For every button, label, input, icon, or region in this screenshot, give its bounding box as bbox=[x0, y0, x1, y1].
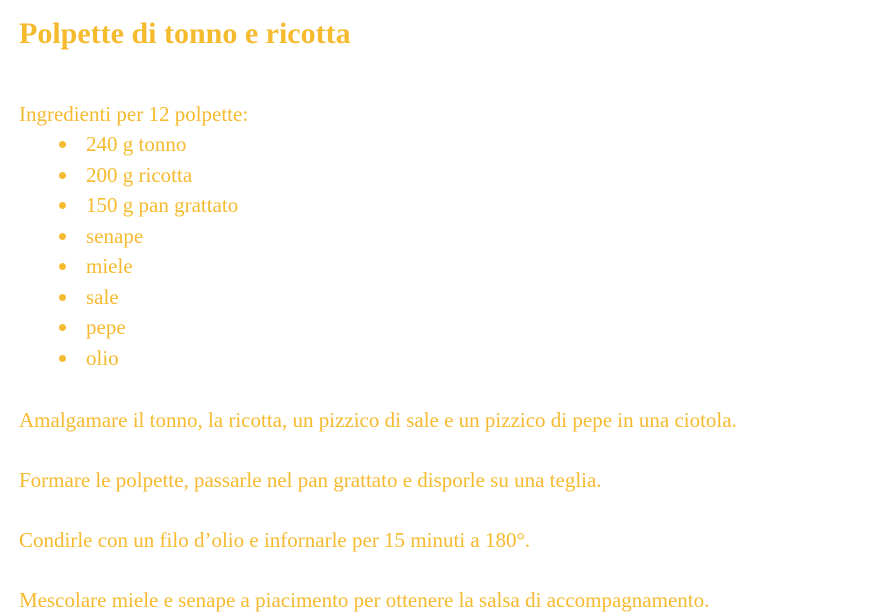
ingredient-label: 200 g ricotta bbox=[86, 162, 193, 187]
list-item bbox=[19, 282, 883, 313]
bullet-icon bbox=[59, 355, 66, 362]
ingredient-label: sale bbox=[86, 284, 119, 309]
step-paragraph: Mescolare miele e senape a piacimento per ottenere la salsa di accompagnamento. bbox=[19, 588, 710, 612]
ingredient-label: olio bbox=[86, 345, 119, 370]
list-item bbox=[19, 160, 883, 191]
list-item bbox=[19, 251, 883, 282]
ingredients-intro: Ingredienti per 12 polpette: bbox=[19, 102, 249, 126]
bullet-icon bbox=[59, 294, 66, 301]
ingredient-label: miele bbox=[86, 254, 133, 278]
bullet-icon bbox=[59, 172, 66, 179]
bullet-icon bbox=[59, 233, 66, 240]
step-paragraph: Condirle con un filo d’olio e infornarle per 15 minuti a 180°. bbox=[19, 528, 531, 552]
list-item bbox=[19, 190, 883, 221]
list-item bbox=[19, 343, 883, 374]
step-paragraph: Formare le polpette, passarle nel pan grattato e disporle su una teglia. bbox=[19, 468, 602, 492]
bullet-icon bbox=[59, 263, 66, 270]
ingredient-label: 150 g pan grattato bbox=[86, 193, 239, 217]
ingredient-label: senape bbox=[86, 223, 144, 248]
list-item bbox=[19, 312, 883, 343]
bullet-icon bbox=[59, 202, 66, 209]
page-title: Polpette di tonno e ricotta bbox=[19, 17, 351, 50]
ingredient-label: 240 g tonno bbox=[86, 132, 187, 156]
step-paragraph: Amalgamare il tonno, la ricotta, un pizzico di sale e un pizzico di pepe in una ciotola. bbox=[19, 408, 737, 432]
ingredient-label: pepe bbox=[86, 315, 126, 339]
list-item bbox=[19, 129, 883, 160]
bullet-icon bbox=[59, 324, 66, 331]
bullet-icon bbox=[59, 141, 66, 148]
ingredients-list bbox=[19, 129, 883, 373]
list-item bbox=[19, 221, 883, 252]
